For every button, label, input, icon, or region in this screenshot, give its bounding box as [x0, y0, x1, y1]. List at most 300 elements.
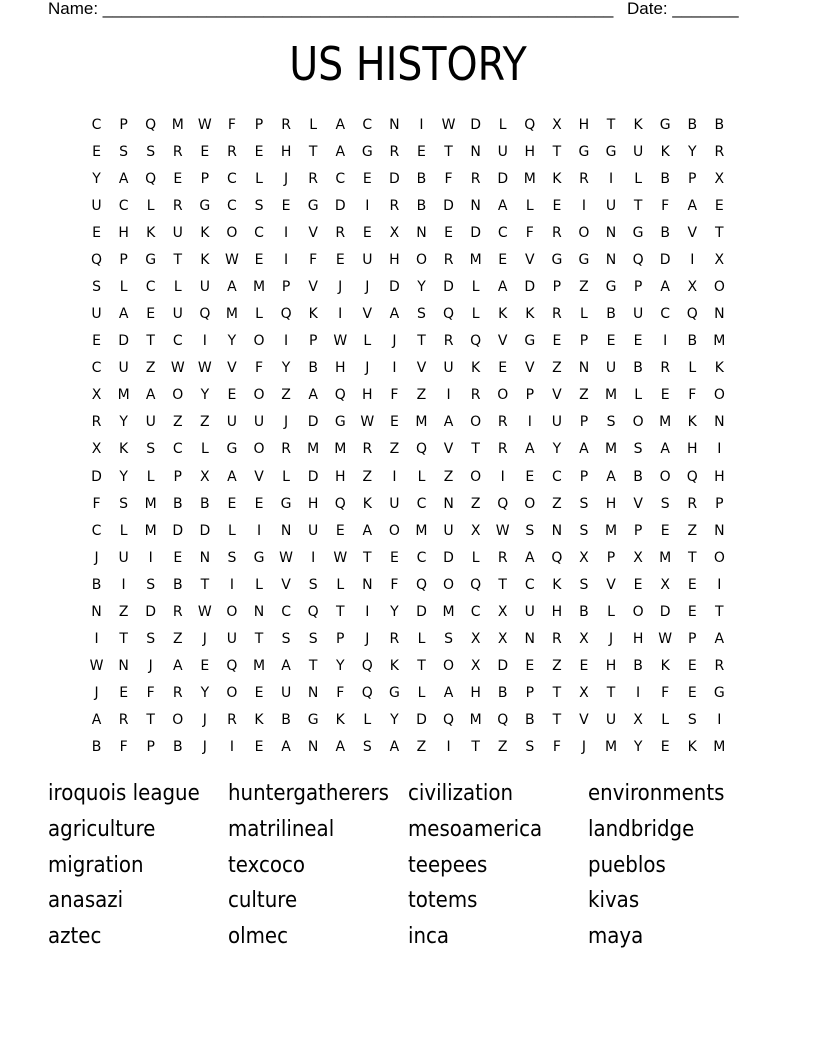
grid-letter[interactable]: R	[443, 251, 454, 268]
grid-letter[interactable]: E	[254, 685, 264, 702]
grid-letter[interactable]: F	[227, 116, 236, 133]
grid-letter[interactable]: U	[632, 306, 644, 323]
grid-letter[interactable]: H	[334, 360, 346, 377]
grid-letter[interactable]: O	[388, 522, 400, 539]
grid-letter[interactable]: U	[118, 549, 129, 566]
grid-letter[interactable]: S	[417, 306, 426, 323]
grid-letter[interactable]: X	[470, 631, 481, 648]
grid-letter[interactable]: Z	[416, 739, 427, 756]
grid-letter[interactable]: W	[658, 631, 673, 648]
grid-letter[interactable]: A	[389, 739, 400, 756]
grid-letter[interactable]: W	[225, 251, 239, 268]
grid-letter[interactable]: E	[498, 360, 508, 377]
grid-letter[interactable]: G	[334, 414, 346, 431]
grid-letter[interactable]: E	[389, 549, 399, 566]
grid-letter[interactable]: H	[470, 685, 481, 702]
grid-letter[interactable]: K	[498, 306, 508, 323]
grid-letter[interactable]: K	[687, 739, 697, 756]
grid-letter[interactable]: I	[527, 414, 532, 431]
grid-letter[interactable]: Y	[200, 387, 210, 404]
grid-letter[interactable]: I	[311, 549, 316, 566]
grid-letter[interactable]: T	[308, 143, 318, 160]
grid-letter[interactable]: R	[470, 387, 481, 404]
grid-letter[interactable]: H	[362, 387, 373, 404]
grid-letter[interactable]: O	[713, 279, 725, 295]
grid-letter[interactable]: U	[632, 143, 644, 160]
grid-letter[interactable]: N	[605, 224, 617, 241]
grid-letter[interactable]: C	[91, 360, 102, 377]
grid-letter[interactable]: W	[333, 549, 348, 566]
grid-letter[interactable]: G	[713, 685, 725, 702]
grid-letter[interactable]: F	[254, 360, 264, 377]
grid-letter[interactable]: F	[390, 387, 399, 404]
grid-letter[interactable]: R	[389, 197, 400, 214]
grid-letter[interactable]: E	[92, 224, 101, 241]
grid-letter[interactable]: T	[146, 333, 155, 350]
grid-letter[interactable]: W	[89, 658, 104, 675]
grid-letter[interactable]: M	[252, 658, 266, 675]
grid-letter[interactable]: Z	[552, 360, 562, 377]
grid-letter[interactable]: Z	[118, 603, 129, 620]
grid-letter[interactable]: Q	[497, 712, 509, 729]
grid-letter[interactable]: E	[254, 251, 264, 268]
grid-letter[interactable]: I	[365, 603, 370, 620]
grid-letter[interactable]: U	[118, 360, 129, 377]
grid-letter[interactable]: L	[607, 603, 615, 620]
grid-letter[interactable]: W	[197, 116, 212, 133]
grid-letter[interactable]: Y	[417, 279, 426, 295]
grid-letter[interactable]: D	[470, 224, 482, 241]
grid-letter[interactable]: K	[200, 251, 210, 268]
grid-letter[interactable]: U	[226, 414, 238, 431]
grid-letter[interactable]: M	[117, 387, 130, 404]
grid-letter[interactable]: X	[579, 549, 589, 566]
grid-letter[interactable]: S	[281, 631, 291, 648]
grid-letter[interactable]: C	[91, 522, 102, 539]
grid-letter[interactable]: B	[687, 116, 698, 133]
grid-letter[interactable]: W	[197, 360, 212, 377]
grid-letter[interactable]: C	[118, 197, 129, 214]
grid-letter[interactable]: F	[390, 576, 399, 593]
grid-letter[interactable]: B	[660, 170, 670, 187]
grid-letter[interactable]: X	[633, 549, 643, 566]
grid-letter[interactable]: G	[388, 685, 400, 702]
grid-letter[interactable]: S	[362, 739, 372, 756]
grid-letter[interactable]: V	[227, 360, 237, 377]
grid-letter[interactable]: S	[579, 495, 589, 512]
grid-letter[interactable]: O	[659, 468, 671, 485]
grid-letter[interactable]: W	[170, 360, 185, 377]
grid-letter[interactable]: U	[497, 143, 508, 160]
grid-letter[interactable]: I	[419, 116, 424, 133]
grid-letter[interactable]: O	[713, 387, 725, 404]
grid-letter[interactable]: S	[633, 441, 643, 458]
grid-letter[interactable]: N	[470, 143, 481, 160]
grid-letter[interactable]: F	[336, 685, 345, 702]
grid-letter[interactable]: A	[281, 739, 291, 756]
grid-letter[interactable]: Q	[91, 251, 103, 268]
grid-letter[interactable]: V	[525, 251, 535, 268]
grid-letter[interactable]: E	[92, 333, 101, 350]
grid-letter[interactable]: S	[146, 631, 156, 648]
grid-letter[interactable]: Z	[362, 468, 373, 485]
grid-letter[interactable]: R	[308, 170, 319, 187]
grid-letter[interactable]: L	[255, 306, 263, 323]
grid-letter[interactable]: N	[389, 116, 400, 133]
grid-letter[interactable]: E	[525, 468, 535, 485]
grid-letter[interactable]: Y	[227, 333, 237, 350]
grid-letter[interactable]: I	[500, 468, 505, 485]
grid-letter[interactable]: P	[281, 279, 291, 295]
grid-letter[interactable]: C	[335, 170, 346, 187]
grid-letter[interactable]: H	[686, 441, 698, 458]
grid-letter[interactable]: C	[254, 224, 264, 241]
grid-letter[interactable]: M	[713, 333, 726, 350]
grid-letter[interactable]: Q	[145, 116, 157, 133]
grid-letter[interactable]: M	[523, 170, 536, 187]
grid-letter[interactable]: C	[470, 603, 481, 620]
grid-letter[interactable]: R	[118, 712, 129, 729]
grid-letter[interactable]: N	[524, 631, 536, 648]
grid-letter[interactable]: I	[392, 360, 397, 377]
grid-letter[interactable]: U	[389, 495, 400, 512]
grid-letter[interactable]: T	[363, 549, 372, 566]
grid-letter[interactable]: G	[253, 549, 265, 566]
grid-letter[interactable]: H	[389, 251, 400, 268]
grid-letter[interactable]: Y	[552, 441, 562, 458]
grid-letter[interactable]: J	[284, 414, 289, 431]
grid-letter[interactable]: C	[660, 306, 671, 323]
grid-letter[interactable]: S	[119, 143, 129, 160]
grid-letter[interactable]: F	[552, 739, 561, 756]
grid-letter[interactable]: K	[552, 170, 562, 187]
grid-letter[interactable]: U	[280, 685, 292, 702]
grid-letter[interactable]: Q	[443, 306, 455, 323]
grid-letter[interactable]: G	[145, 251, 157, 268]
grid-letter[interactable]: Y	[119, 414, 128, 431]
grid-letter[interactable]: L	[146, 197, 155, 214]
grid-letter[interactable]: D	[91, 468, 102, 485]
grid-letter[interactable]: X	[91, 441, 102, 458]
grid-letter[interactable]: O	[172, 387, 184, 404]
grid-letter[interactable]: X	[579, 631, 589, 648]
grid-letter[interactable]: V	[416, 360, 427, 377]
grid-letter[interactable]: D	[389, 279, 400, 295]
grid-letter[interactable]: I	[284, 333, 289, 350]
grid-letter[interactable]: Z	[497, 739, 508, 756]
grid-letter[interactable]: B	[524, 712, 535, 729]
grid-letter[interactable]: P	[119, 116, 128, 133]
grid-letter[interactable]: P	[688, 170, 697, 187]
grid-letter[interactable]: O	[253, 441, 265, 458]
grid-letter[interactable]: Q	[307, 603, 319, 620]
grid-letter[interactable]: B	[606, 306, 616, 323]
grid-letter[interactable]: A	[118, 306, 129, 323]
grid-letter[interactable]: M	[144, 522, 157, 539]
grid-letter[interactable]: B	[714, 116, 725, 133]
grid-letter[interactable]: R	[281, 441, 291, 458]
grid-letter[interactable]: M	[442, 603, 455, 620]
grid-letter[interactable]: Q	[497, 495, 509, 512]
grid-letter[interactable]: A	[579, 441, 589, 458]
grid-letter[interactable]: O	[172, 712, 184, 729]
grid-letter[interactable]: V	[254, 468, 264, 485]
grid-letter[interactable]: T	[335, 603, 345, 620]
grid-letter[interactable]: T	[606, 685, 616, 702]
grid-letter[interactable]: O	[226, 685, 238, 702]
grid-letter[interactable]: H	[334, 468, 346, 485]
grid-letter[interactable]: R	[660, 360, 671, 377]
grid-letter[interactable]: V	[443, 441, 454, 458]
grid-letter[interactable]: F	[309, 251, 318, 268]
grid-letter[interactable]: Z	[579, 279, 589, 295]
grid-letter[interactable]: H	[578, 116, 590, 133]
grid-letter[interactable]: L	[634, 387, 642, 404]
grid-letter[interactable]: A	[172, 658, 183, 675]
grid-letter[interactable]: U	[605, 712, 617, 729]
grid-letter[interactable]: A	[497, 197, 508, 214]
grid-letter[interactable]: Q	[361, 658, 373, 675]
grid-letter[interactable]: U	[172, 306, 183, 323]
grid-letter[interactable]: O	[253, 387, 265, 404]
grid-letter[interactable]: L	[661, 712, 670, 729]
grid-letter[interactable]: F	[92, 495, 101, 512]
grid-letter[interactable]: L	[580, 306, 588, 323]
grid-letter[interactable]: I	[581, 197, 587, 214]
grid-letter[interactable]: R	[172, 143, 183, 160]
grid-letter[interactable]: P	[633, 279, 643, 295]
grid-letter[interactable]: S	[660, 495, 670, 512]
grid-letter[interactable]: A	[525, 549, 535, 566]
grid-letter[interactable]: K	[362, 495, 372, 512]
grid-letter[interactable]: L	[336, 576, 345, 593]
grid-letter[interactable]: C	[227, 170, 237, 187]
grid-letter[interactable]: D	[307, 414, 319, 431]
grid-letter[interactable]: D	[389, 170, 400, 187]
grid-letter[interactable]: A	[281, 658, 291, 675]
grid-letter[interactable]: C	[416, 495, 427, 512]
grid-letter[interactable]: L	[309, 116, 318, 133]
grid-letter[interactable]: D	[307, 468, 319, 485]
grid-letter[interactable]: L	[498, 116, 507, 133]
grid-letter[interactable]: Q	[686, 468, 698, 485]
grid-letter[interactable]: S	[444, 631, 453, 648]
grid-letter[interactable]: U	[91, 197, 102, 214]
grid-letter[interactable]: G	[605, 279, 617, 295]
grid-letter[interactable]: P	[336, 631, 345, 648]
grid-letter[interactable]: E	[254, 739, 264, 756]
grid-letter[interactable]: U	[443, 522, 454, 539]
grid-letter[interactable]: E	[525, 658, 535, 675]
grid-letter[interactable]: K	[714, 360, 724, 377]
grid-letter[interactable]: L	[363, 333, 372, 350]
grid-letter[interactable]: G	[307, 712, 319, 729]
grid-letter[interactable]: Q	[470, 333, 482, 350]
grid-letter[interactable]: R	[714, 143, 725, 160]
grid-letter[interactable]: U	[362, 251, 373, 268]
grid-letter[interactable]: F	[525, 224, 534, 241]
grid-letter[interactable]: Z	[579, 387, 589, 404]
grid-letter[interactable]: I	[717, 441, 722, 458]
grid-letter[interactable]: K	[660, 143, 670, 160]
grid-letter[interactable]: G	[307, 197, 319, 214]
grid-letter[interactable]: E	[200, 143, 210, 160]
grid-letter[interactable]: U	[524, 603, 535, 620]
grid-letter[interactable]: I	[202, 333, 207, 350]
grid-letter[interactable]: I	[392, 468, 397, 485]
grid-letter[interactable]: T	[498, 576, 507, 593]
grid-letter[interactable]: O	[226, 224, 238, 241]
grid-letter[interactable]: U	[605, 360, 617, 377]
grid-letter[interactable]: Z	[416, 387, 427, 404]
grid-letter[interactable]: R	[552, 631, 562, 648]
grid-letter[interactable]: I	[256, 522, 262, 539]
grid-letter[interactable]: Z	[552, 658, 562, 675]
grid-letter[interactable]: A	[335, 143, 346, 160]
grid-letter[interactable]: X	[552, 116, 562, 133]
grid-letter[interactable]: F	[661, 197, 670, 214]
grid-letter[interactable]: A	[497, 279, 508, 295]
grid-letter[interactable]: N	[714, 414, 725, 431]
grid-letter[interactable]: H	[632, 631, 644, 648]
grid-letter[interactable]: R	[552, 224, 562, 241]
grid-letter[interactable]: M	[307, 441, 320, 458]
grid-letter[interactable]: B	[91, 739, 102, 756]
grid-letter[interactable]: P	[715, 495, 724, 512]
grid-letter[interactable]: B	[579, 603, 589, 620]
grid-letter[interactable]: C	[524, 576, 535, 593]
grid-letter[interactable]: S	[308, 576, 318, 593]
grid-letter[interactable]: B	[497, 685, 508, 702]
grid-letter[interactable]: Q	[334, 495, 346, 512]
grid-letter[interactable]: D	[416, 712, 427, 729]
grid-letter[interactable]: S	[146, 576, 156, 593]
grid-letter[interactable]: C	[281, 603, 291, 620]
grid-letter[interactable]: L	[228, 522, 236, 539]
grid-letter[interactable]: E	[254, 495, 264, 512]
grid-letter[interactable]: A	[362, 522, 373, 539]
grid-letter[interactable]: G	[632, 224, 644, 241]
grid-letter[interactable]: O	[443, 658, 455, 675]
grid-letter[interactable]: C	[172, 441, 183, 458]
grid-letter[interactable]: R	[335, 224, 346, 241]
grid-letter[interactable]: W	[279, 549, 293, 566]
grid-letter[interactable]: P	[606, 549, 616, 566]
grid-letter[interactable]: Y	[390, 712, 399, 729]
grid-letter[interactable]: S	[308, 631, 318, 648]
grid-letter[interactable]: Y	[687, 143, 697, 160]
grid-letter[interactable]: N	[470, 197, 481, 214]
grid-letter[interactable]: A	[714, 631, 725, 648]
grid-letter[interactable]: I	[717, 712, 722, 729]
grid-letter[interactable]: O	[578, 224, 590, 241]
grid-letter[interactable]: Z	[200, 414, 210, 431]
grid-letter[interactable]: X	[579, 685, 589, 702]
grid-letter[interactable]: C	[362, 116, 373, 133]
grid-letter[interactable]: V	[552, 387, 562, 404]
grid-letter[interactable]: K	[552, 576, 562, 593]
grid-letter[interactable]: R	[172, 685, 183, 702]
grid-letter[interactable]: E	[335, 251, 345, 268]
grid-letter[interactable]: M	[171, 116, 184, 133]
grid-letter[interactable]: J	[392, 333, 397, 350]
grid-letter[interactable]: O	[253, 333, 265, 350]
grid-letter[interactable]: E	[552, 197, 562, 214]
grid-letter[interactable]: M	[659, 414, 672, 431]
grid-letter[interactable]: V	[362, 306, 373, 323]
grid-letter[interactable]: F	[688, 387, 697, 404]
grid-letter[interactable]: T	[471, 441, 480, 458]
grid-letter[interactable]: V	[281, 576, 291, 593]
grid-letter[interactable]: M	[415, 522, 428, 539]
grid-letter[interactable]: L	[119, 522, 128, 539]
grid-letter[interactable]: Y	[390, 603, 399, 620]
grid-letter[interactable]: U	[551, 414, 562, 431]
grid-letter[interactable]: A	[145, 387, 156, 404]
grid-letter[interactable]: R	[389, 631, 400, 648]
grid-letter[interactable]: R	[552, 306, 562, 323]
grid-letter[interactable]: D	[659, 603, 671, 620]
grid-letter[interactable]: B	[172, 576, 183, 593]
grid-letter[interactable]: J	[581, 739, 587, 756]
grid-letter[interactable]: Y	[335, 658, 345, 675]
grid-letter[interactable]: T	[200, 576, 210, 593]
grid-letter[interactable]: W	[333, 333, 348, 350]
grid-letter[interactable]: S	[146, 441, 156, 458]
grid-letter[interactable]: Z	[443, 468, 454, 485]
grid-letter[interactable]: N	[199, 549, 211, 566]
grid-letter[interactable]: Q	[415, 441, 427, 458]
grid-letter[interactable]: B	[200, 495, 210, 512]
grid-letter[interactable]: O	[415, 251, 427, 268]
grid-letter[interactable]: P	[579, 414, 589, 431]
grid-letter[interactable]: E	[633, 333, 643, 350]
grid-letter[interactable]: L	[119, 279, 128, 295]
grid-letter[interactable]: N	[578, 360, 590, 377]
grid-letter[interactable]: M	[415, 414, 428, 431]
grid-letter[interactable]: O	[632, 414, 644, 431]
grid-letter[interactable]: L	[255, 576, 263, 593]
grid-letter[interactable]: T	[633, 197, 643, 214]
grid-letter[interactable]: B	[687, 333, 698, 350]
name-field[interactable]: Name: ______________________________________________________	[48, 0, 614, 18]
grid-letter[interactable]: C	[416, 549, 427, 566]
grid-letter[interactable]: N	[362, 576, 373, 593]
grid-letter[interactable]: F	[444, 170, 453, 187]
grid-letter[interactable]: E	[146, 306, 156, 323]
grid-letter[interactable]: G	[280, 495, 292, 512]
grid-letter[interactable]: P	[552, 279, 562, 295]
grid-letter[interactable]: Z	[470, 495, 481, 512]
grid-letter[interactable]: M	[144, 495, 157, 512]
grid-letter[interactable]: M	[659, 549, 672, 566]
grid-letter[interactable]: N	[443, 495, 454, 512]
grid-letter[interactable]: O	[470, 414, 482, 431]
grid-letter[interactable]: P	[525, 387, 535, 404]
grid-letter[interactable]: Y	[119, 468, 128, 485]
grid-letter[interactable]: A	[660, 279, 670, 295]
grid-letter[interactable]: I	[148, 549, 153, 566]
grid-letter[interactable]: W	[495, 522, 510, 539]
grid-letter[interactable]: T	[687, 549, 697, 566]
grid-letter[interactable]: I	[636, 685, 641, 702]
grid-letter[interactable]: E	[92, 143, 101, 160]
grid-letter[interactable]: V	[633, 495, 643, 512]
grid-letter[interactable]: I	[121, 576, 126, 593]
grid-letter[interactable]: Q	[334, 387, 346, 404]
grid-letter[interactable]: W	[441, 116, 456, 133]
grid-letter[interactable]: H	[524, 143, 536, 160]
